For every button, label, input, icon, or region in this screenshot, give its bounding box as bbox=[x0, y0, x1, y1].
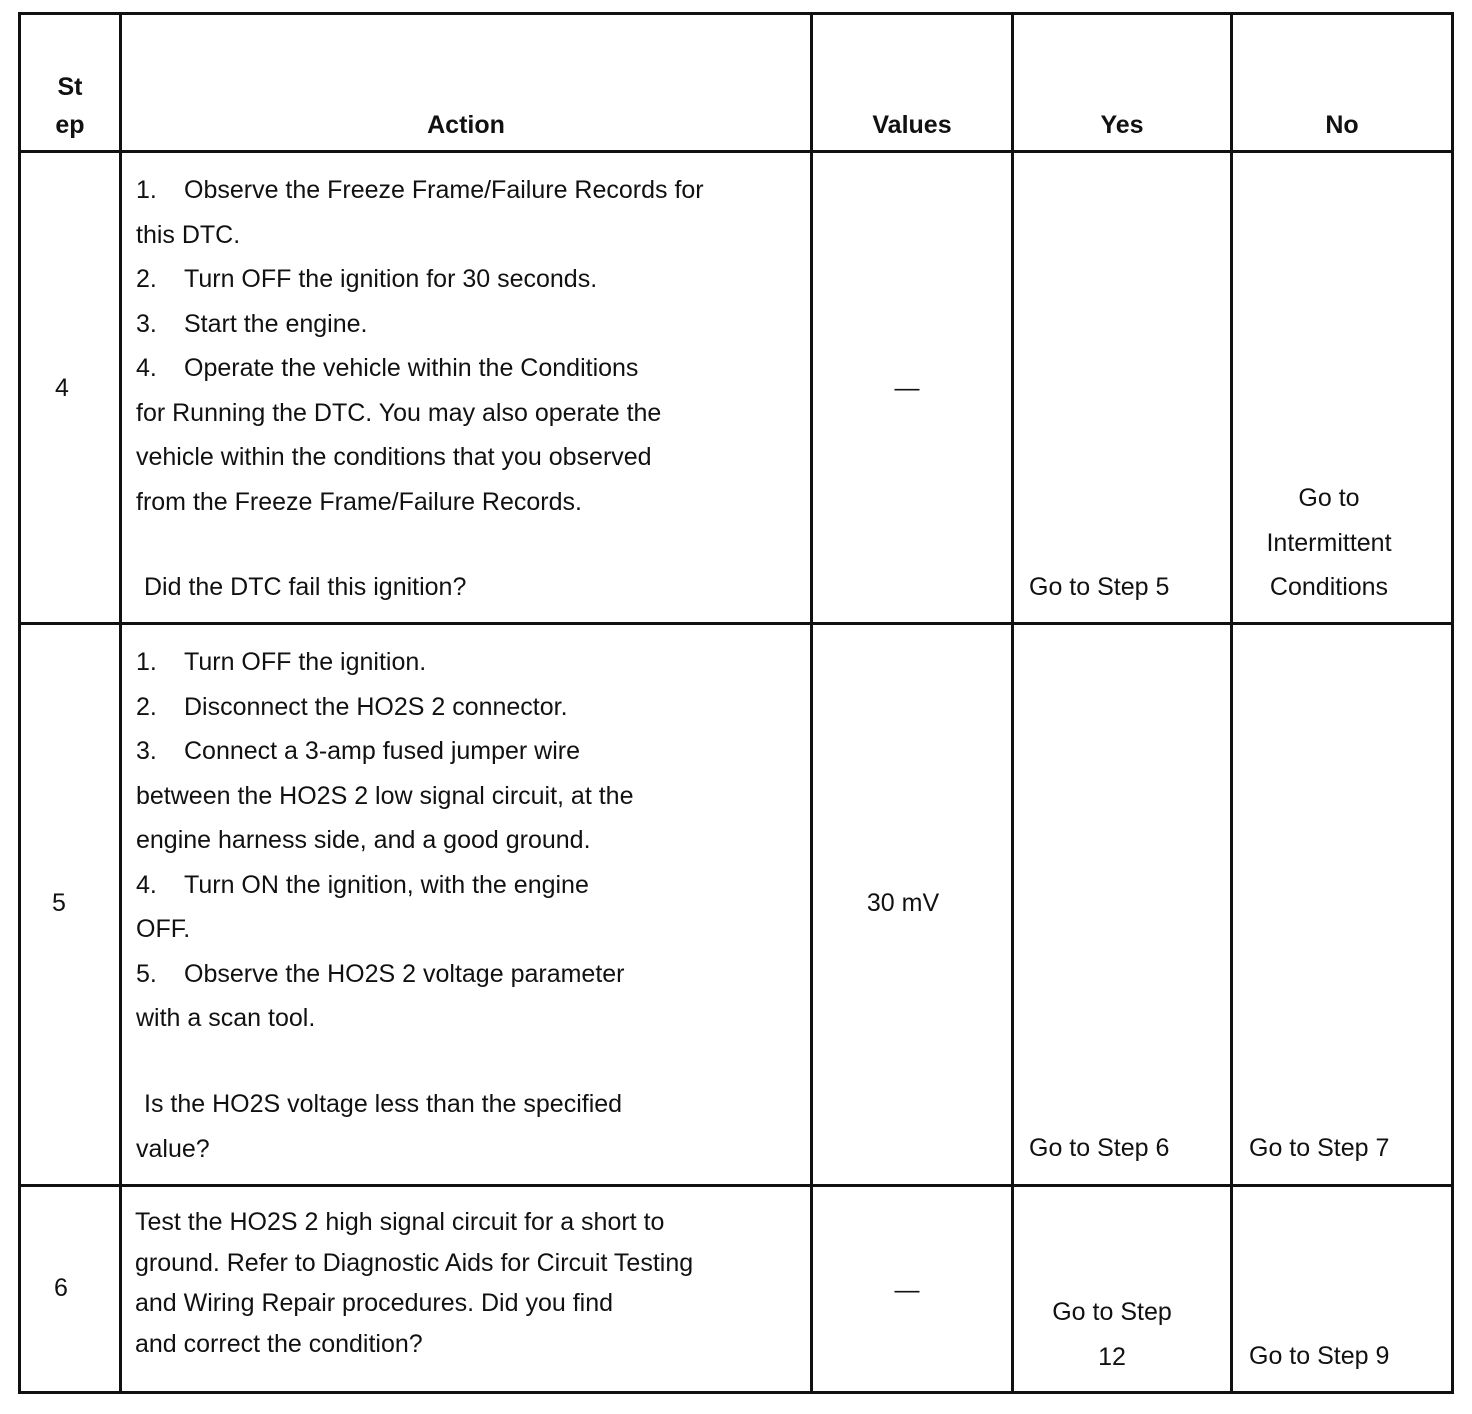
no-cell: Go to Step 9 bbox=[1249, 1342, 1390, 1370]
action-steps bbox=[135, 1202, 693, 1364]
header-action: Action bbox=[427, 111, 505, 139]
no-cell: Go to Step 7 bbox=[1249, 1134, 1390, 1162]
action-line bbox=[136, 685, 634, 730]
action-line bbox=[136, 346, 704, 391]
list-text: Observe the HO2S 2 voltage parameter bbox=[184, 959, 625, 988]
list-text: Operate the vehicle within the Conditions bbox=[184, 354, 639, 382]
action-line bbox=[136, 257, 704, 302]
row-divider bbox=[18, 1184, 1454, 1187]
value-cell: 30 mV bbox=[866, 889, 940, 917]
step-number: 6 bbox=[54, 1274, 68, 1302]
list-text: Turn OFF the ignition for 30 seconds. bbox=[184, 265, 598, 293]
header-values: Values bbox=[872, 111, 952, 139]
action-line bbox=[136, 774, 634, 819]
action-line: Test the HO2S 2 high signal circuit for a short to bbox=[135, 1208, 665, 1236]
list-text: vehicle within the conditions that you observed bbox=[136, 443, 652, 471]
action-line: ground. Refer to Diagnostic Aids for Circuit Testing bbox=[135, 1248, 694, 1277]
header-step-line: St bbox=[57, 73, 83, 101]
list-text: Turn ON the ignition, with the engine bbox=[184, 870, 589, 899]
yes-cell-line: 12 bbox=[1098, 1342, 1126, 1371]
yes-cell-line: Go to Step bbox=[1052, 1298, 1172, 1326]
header-step bbox=[21, 68, 119, 144]
row-divider bbox=[18, 622, 1454, 625]
value-cell: — bbox=[894, 1276, 920, 1304]
action-line bbox=[136, 863, 634, 908]
action-line: and correct the condition? bbox=[135, 1329, 423, 1358]
list-text: engine harness side, and a good ground. bbox=[136, 826, 591, 854]
action-question bbox=[136, 1082, 622, 1171]
list-text: Connect a 3-amp fused jumper wire bbox=[184, 737, 581, 765]
step-number: 5 bbox=[52, 889, 66, 917]
table-border-bottom bbox=[18, 1391, 1454, 1394]
action-line bbox=[136, 302, 704, 347]
action-line bbox=[136, 907, 634, 952]
action-line bbox=[136, 729, 634, 774]
action-line: and Wiring Repair procedures. Did you find bbox=[135, 1289, 614, 1317]
list-number: 4. bbox=[136, 354, 157, 382]
list-text: with a scan tool. bbox=[136, 1004, 316, 1032]
list-text: OFF. bbox=[136, 915, 191, 943]
value-cell: — bbox=[894, 374, 920, 402]
list-number: 1. bbox=[136, 648, 157, 676]
action-steps bbox=[136, 640, 634, 1041]
list-number: 2. bbox=[136, 265, 157, 293]
action-line bbox=[136, 818, 634, 863]
table-border-top bbox=[18, 12, 1454, 15]
list-text: Disconnect the HO2S 2 connector. bbox=[184, 692, 568, 721]
action-line bbox=[136, 168, 704, 213]
list-text: this DTC. bbox=[136, 220, 241, 249]
action-line bbox=[136, 480, 704, 525]
yes-cell bbox=[1014, 1290, 1210, 1379]
action-line bbox=[136, 640, 634, 685]
header-no: No bbox=[1325, 111, 1359, 139]
no-cell-line: Intermittent bbox=[1266, 528, 1392, 557]
diagnostic-table bbox=[18, 12, 1454, 1394]
no-cell bbox=[1233, 476, 1425, 610]
action-line bbox=[136, 391, 704, 436]
action-line bbox=[136, 952, 634, 997]
list-text: between the HO2S 2 low signal circuit, at the bbox=[136, 781, 634, 810]
no-cell-line: Conditions bbox=[1269, 573, 1389, 601]
list-number: 5. bbox=[136, 959, 157, 988]
question-line: Is the HO2S voltage less than the specified bbox=[144, 1090, 623, 1118]
list-number: 1. bbox=[136, 176, 157, 204]
action-line bbox=[136, 435, 704, 480]
list-number: 2. bbox=[136, 692, 157, 721]
list-text: Observe the Freeze Frame/Failure Records for bbox=[184, 176, 704, 204]
yes-cell: Go to Step 6 bbox=[1029, 1134, 1170, 1162]
header-step-line: ep bbox=[55, 111, 85, 139]
list-number: 3. bbox=[136, 309, 157, 338]
no-cell-line: Go to bbox=[1298, 484, 1360, 512]
list-text: Start the engine. bbox=[184, 309, 368, 338]
list-number: 3. bbox=[136, 737, 157, 765]
action-line bbox=[136, 213, 704, 258]
action-question: Did the DTC fail this ignition? bbox=[144, 573, 467, 601]
question-line: value? bbox=[136, 1134, 210, 1163]
step-number: 4 bbox=[55, 374, 69, 402]
list-text: for Running the DTC. You may also operate the bbox=[136, 398, 662, 427]
row-divider bbox=[18, 150, 1454, 153]
header-yes: Yes bbox=[1100, 111, 1144, 139]
list-text: from the Freeze Frame/Failure Records. bbox=[136, 487, 582, 516]
yes-cell: Go to Step 5 bbox=[1029, 573, 1170, 601]
action-line bbox=[136, 996, 634, 1041]
action-steps bbox=[136, 168, 704, 524]
list-text: Turn OFF the ignition. bbox=[184, 648, 427, 676]
list-number: 4. bbox=[136, 870, 157, 899]
